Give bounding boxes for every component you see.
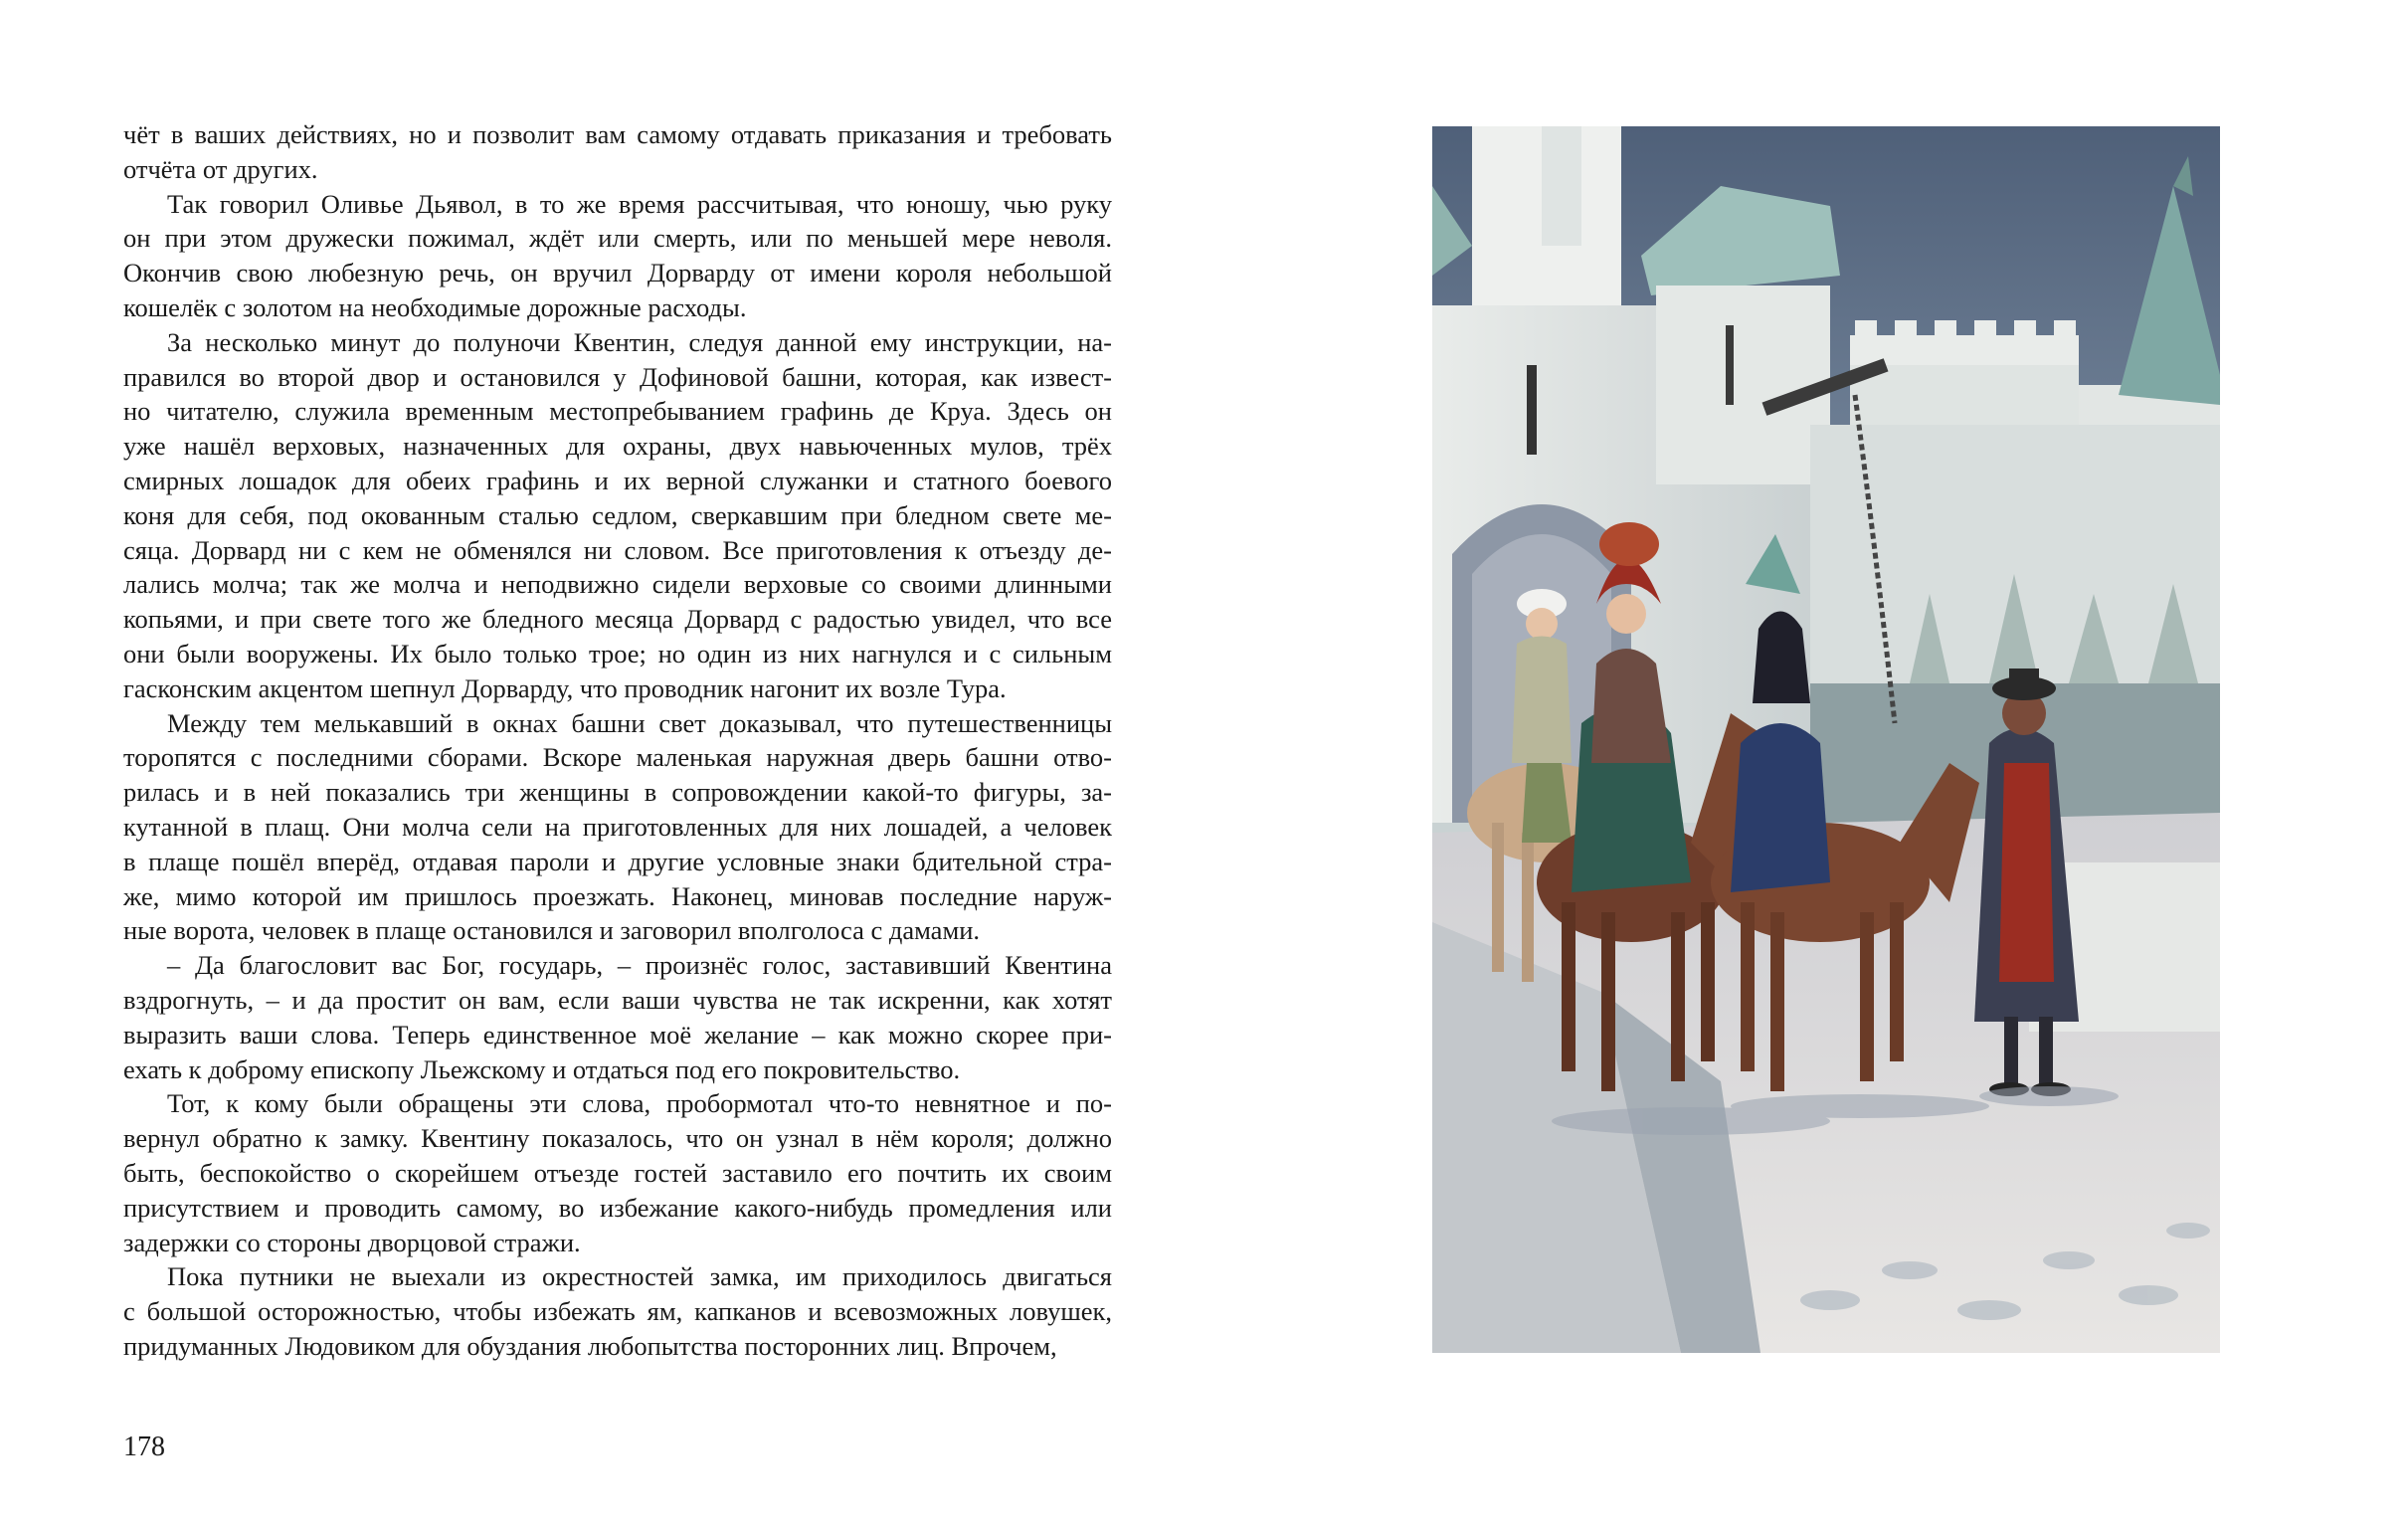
text-line: лались молча; так же молча и неподвижно сидели верховые со своими длинными	[123, 569, 1112, 600]
text-line: сяца. Дорвард ни с кем не обменялся ни словом. Все приготовления к отъезду де-	[123, 534, 1112, 565]
text-line: Между тем мелькавший в окнах башни свет доказывал, что путешественницы	[167, 707, 1112, 738]
text-line: ные ворота, человек в плаще остановился и заговорил вполголоса с дамами.	[123, 915, 981, 946]
text-line: он при этом дружески пожимал, ждёт или смерть, или по меньшей мере неволя.	[123, 223, 1112, 254]
page-number: 178	[123, 1432, 165, 1462]
text-line: Так говорил Оливье Дьявол, в то же время рассчитывая, что юношу, чью руку	[167, 188, 1112, 219]
text-line: они были вооружены. Их было только трое; но один из них нагнулся и с сильным	[123, 638, 1112, 668]
text-line: присутствием и проводить самому, во избежание какого-нибудь промедления или	[123, 1192, 1112, 1223]
text-line: рилась и в ней показались три женщины в сопровождении какой-то фигуры, за-	[123, 777, 1112, 808]
text-line: кошелёк с золотом на необходимые дорожные расходы.	[123, 291, 747, 322]
text-line: вздрогнуть, – и да простит он вам, если ваши чувства не так искренни, как хотят	[123, 984, 1112, 1015]
text-line: выразить ваши слова. Теперь единственное моё желание – как можно скорее при-	[123, 1019, 1112, 1050]
text-line: придуманных Людовиком для обуздания любопытства посторонних лиц. Впрочем,	[123, 1330, 1057, 1361]
text-line: правился во второй двор и остановился у Дофиновой башни, которая, как извест-	[123, 361, 1112, 392]
text-line: с большой осторожностью, чтобы избежать ям, капканов и всевозможных ловушек,	[123, 1296, 1112, 1327]
text-line: Пока путники не выехали из окрестностей замка, им приходилось двигаться	[167, 1261, 1112, 1292]
illustration-artwork	[1432, 126, 2220, 1353]
text-line: отчёта от других.	[123, 153, 318, 184]
text-line: чёт в ваших действиях, но и позволит вам самому отдавать приказания и требовать	[123, 119, 1112, 149]
text-line: уже нашёл верховых, назначенных для охраны, двух навьюченных мулов, трёх	[123, 431, 1112, 462]
text-line: быть, беспокойство о скорейшем отъезде гостей заставило его почтить их своим	[123, 1157, 1112, 1188]
text-line: но читателю, служила временным местопребыванием графинь де Круа. Здесь он	[123, 396, 1112, 427]
text-line: Окончив свою любезную речь, он вручил Дорварду от имени короля небольшой	[123, 258, 1112, 288]
text-line: смирных лошадок для обеих графинь и их верной служанки и статного боевого	[123, 465, 1112, 495]
text-line: – Да благословит вас Бог, государь, – произнёс голос, заставивший Квентина	[167, 950, 1112, 981]
text-line: За несколько минут до полуночи Квентин, следуя данной ему инструкции, на-	[167, 326, 1112, 357]
text-line: ехать к доброму епископу Льежскому и отдаться под его покровительство.	[123, 1053, 961, 1084]
text-line: Тот, к кому были обращены эти слова, пробормотал что-то невнятное и по-	[167, 1088, 1112, 1119]
text-line: задержки со стороны дворцовой стражи.	[123, 1227, 581, 1257]
text-line: копьями, и при свете того же бледного месяца Дорвард с радостью увидел, что все	[123, 604, 1112, 635]
text-line: в плаще пошёл вперёд, отдавая пароли и другие условные знаки бдительной стра-	[123, 846, 1112, 876]
text-line: коня для себя, под окованным сталью седлом, сверкавшим при бледном свете ме-	[123, 499, 1112, 530]
text-line: вернул обратно к замку. Квентину показалось, что он узнал в нём короля; должно	[123, 1123, 1112, 1154]
text-line: гасконским акцентом шепнул Дорварду, что проводник нагонит их возле Тура.	[123, 672, 1007, 703]
illustration	[1432, 126, 2220, 1353]
text-line: же, мимо которой им пришлось проезжать. Наконец, миновав последние наруж-	[123, 880, 1112, 911]
text-line: кутанной в плащ. Они молча сели на приготовленных для них лошадей, а человек	[123, 811, 1112, 842]
text-line: торопятся с последними сборами. Вскоре маленькая наружная дверь башни отво-	[123, 742, 1112, 773]
text-block	[123, 117, 1112, 1364]
